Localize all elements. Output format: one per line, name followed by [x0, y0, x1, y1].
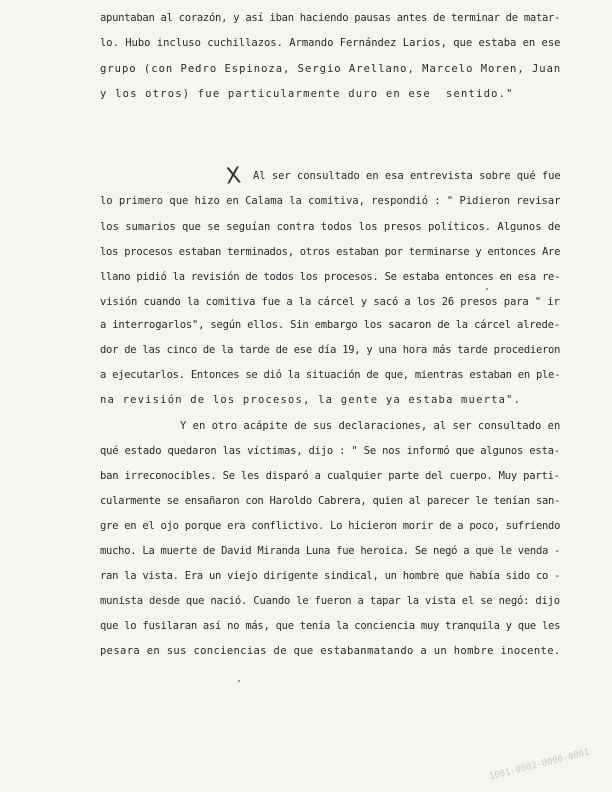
text-line: Y en otro acápite de sus declaraciones, al ser consultado en — [180, 420, 561, 432]
text-line: lo. Hubo incluso cuchillazos. Armando Fernández Larios, que estaba en ese — [100, 37, 561, 49]
text-line: a interrogarlos", según ellos. Sin embargo los sacaron de la cárcel alrede- — [100, 319, 560, 331]
faded-corner-note: 1001-0002-0000-0001 — [488, 747, 591, 783]
paper-speck — [486, 288, 488, 290]
text-line: grupo (con Pedro Espinoza, Sergio Arellano, Marcelo Moren, Juan — [100, 63, 562, 75]
margin-x-mark: X — [224, 163, 243, 190]
text-line: pesara en sus conciencias de que estabanmatando a un hombre inocente. — [100, 645, 561, 657]
text-line: lo primero que hizo en Calama la comitiva, respondió : " Pidieron revisar — [100, 195, 561, 207]
text-line: qué estado quedaron las víctimas, dijo : " Se nos informó que algunos esta- — [100, 445, 560, 457]
text-line: apuntaban al corazón, y así iban haciendo pausas antes de terminar de matar- — [100, 12, 561, 24]
text-line: que lo fusilaran así no más, que tenía la conciencia muy tranquila y que les — [100, 620, 561, 632]
paper-speck — [238, 680, 240, 682]
text-line: los sumarios que se seguían contra todos los presos políticos. Algunos de — [100, 221, 561, 233]
text-line: Al ser consultado en esa entrevista sobre qué fue — [253, 170, 561, 182]
text-line: na revisión de los procesos, la gente ya estaba muerta". — [100, 394, 522, 406]
text-line: visión cuando la comitiva fue a la cárcel y sacó a los 26 presos para " ir — [100, 296, 560, 308]
text-line: ran la vista. Era un viejo dirigente sindical, un hombre que había sido co - — [100, 570, 561, 582]
text-line: dor de las cinco de la tarde de ese día 19, y una hora más tarde procedieron — [100, 344, 561, 356]
text-line: mucho. La muerte de David Miranda Luna fue heroica. Se negó a que le venda - — [100, 545, 561, 557]
text-line: cularmente se ensañaron con Haroldo Cabrera, quien al parecer le tenían san- — [100, 495, 561, 507]
text-line: ban irreconocibles. Se les disparó a cualquier parte del cuerpo. Muy parti- — [100, 470, 560, 482]
text-line: y los otros) fue particularmente duro en ese sentido." — [100, 88, 514, 100]
text-line: los procesos estaban terminados, otros estaban por terminarse y entonces Are — [100, 246, 561, 258]
text-line: munista desde que nació. Cuando le fueron a tapar la vista el se negó: dijo — [100, 595, 560, 607]
text-line: llano pidió la revisión de todos los procesos. Se estaba entonces en esa re- — [100, 271, 561, 283]
text-line: gre en el ojo porque era conflictivo. Lo hicieron morir de a poco, sufriendo — [100, 520, 561, 532]
text-line: a ejecutarlos. Entonces se dió la situación de que, mientras estaban en ple- — [100, 369, 561, 381]
